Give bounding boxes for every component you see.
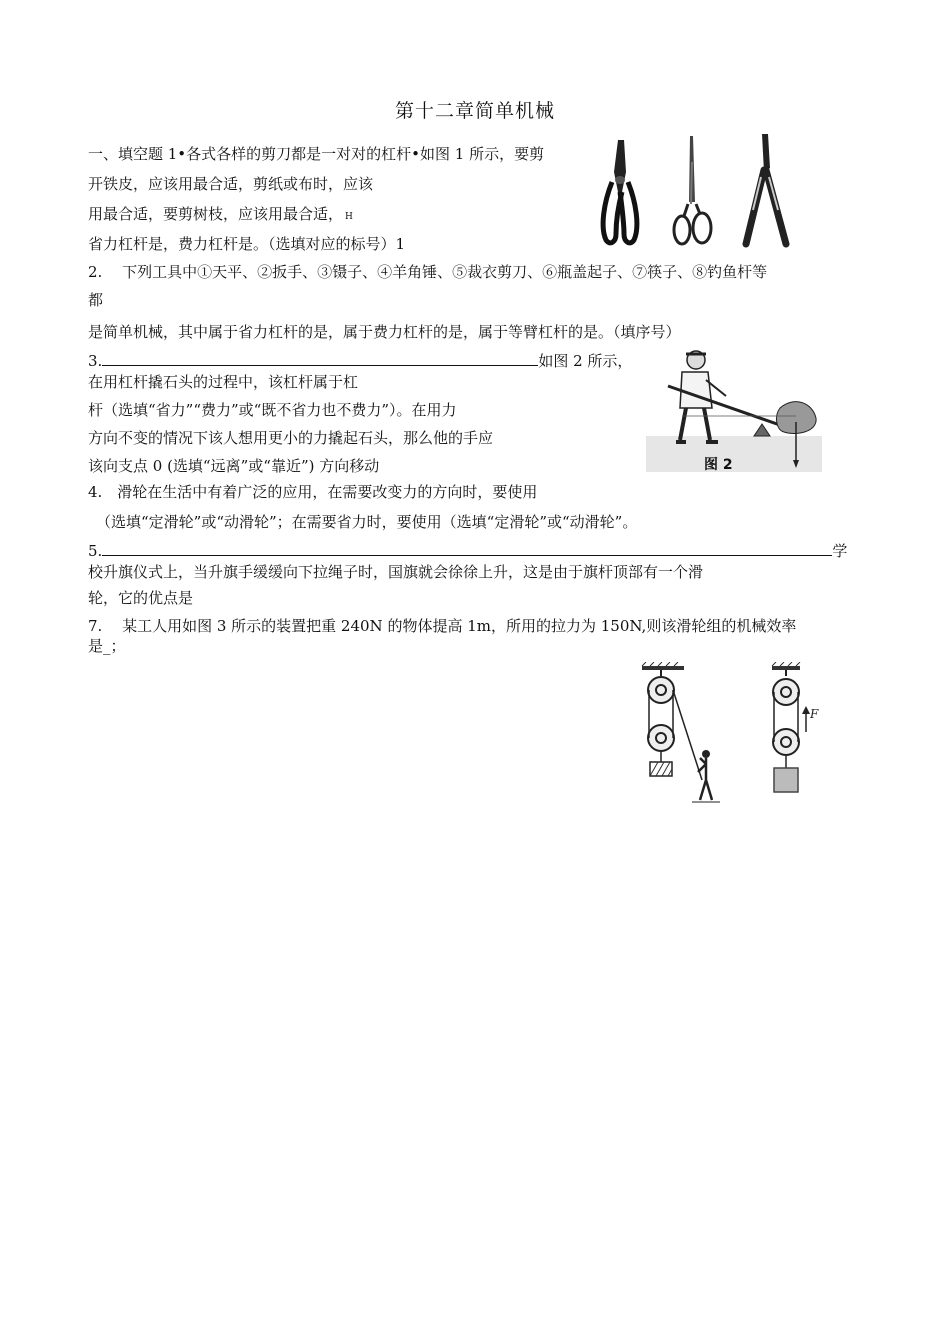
q3-line-5: 该向支点 0 (选填“远离”或“靠近”) 方向移动	[88, 457, 380, 475]
q5-blank	[102, 540, 832, 556]
q3-line-1	[88, 350, 632, 371]
figure-2-lever	[646, 346, 822, 472]
q5-line-1	[88, 540, 847, 561]
q3-suffix: 如图 2 所示，	[538, 352, 633, 370]
figure-3-pulleys	[636, 662, 826, 808]
q3-blank	[102, 350, 538, 366]
q1-line-3-tail: H	[345, 212, 353, 222]
worker-pulling-rope-icon	[692, 750, 720, 802]
figure-1-scissors	[596, 132, 796, 252]
q1-line-3	[88, 204, 353, 227]
q1-line-4: 省力杠杆是，费力杠杆是。（选填对应的标号）1	[88, 235, 406, 253]
q3-line-2: 在用杠杆撬石头的过程中，该杠杆属于杠	[88, 373, 359, 391]
q7-line-2: 是_；	[88, 637, 126, 655]
q1-line-3-text: 用最合适，要剪树枝，应该用最合适，	[88, 205, 344, 223]
tin-snips-icon	[603, 140, 637, 243]
force-label: F	[810, 707, 819, 721]
figure-2-caption: 图 2	[704, 457, 733, 473]
q3-line-3: 杆（选填“省力”“费力”或“既不省力也不费力”）。在用力	[88, 401, 457, 419]
q5-prefix: 5.	[88, 542, 103, 560]
q4-line-2: （选填“定滑轮”或“动滑轮”；在需要省力时，要使用（选填“定滑轮”或“动滑轮”。	[96, 513, 638, 531]
branch-loppers-icon	[746, 134, 786, 244]
q7-line-1: 7. 某工人用如图 3 所示的装置把重 240N 的物体提高 1m，所用的拉力为 150N,则该滑轮组的机械效率	[88, 617, 797, 635]
q2-line-2: 都	[88, 291, 104, 309]
q4-line-1: 4. 滑轮在生活中有着广泛的应用，在需要改变力的方向时，要使用	[88, 483, 538, 501]
q2-line-3: 是简单机械，其中属于省力杠杆的是，属于费力杠杆的是，属于等臂杠杆的是。（填序号）	[88, 323, 681, 341]
q1-line-2: 开铁皮，应该用最合适，剪纸或布时，应该	[88, 175, 374, 193]
q5-line-2: 校升旗仪式上，当升旗手缓缓向下拉绳子时，国旗就会徐徐上升，这是由于旗杆顶部有一个滑	[88, 563, 704, 581]
pulley-system-left-icon	[642, 662, 702, 780]
pulley-system-right-icon	[772, 662, 819, 792]
q2-line-1: 2. 下列工具中①天平、②扳手、③镊子、④羊角锤、⑤裁衣剪刀、⑥瓶盖起子、⑦筷子、⑧钓鱼杆等	[88, 263, 768, 281]
q5-line-3: 轮，它的优点是	[88, 589, 194, 607]
q1-line-1: 一、填空题 1•各式各样的剪刀都是一对对的杠杆•如图 1 所示，要剪	[88, 145, 545, 163]
q3-prefix: 3.	[88, 352, 103, 370]
q3-line-4: 方向不变的情况下该人想用更小的力撬起石头，那么他的手应	[88, 429, 494, 447]
tailor-scissors-icon	[674, 136, 711, 244]
q5-suffix: 学	[832, 542, 848, 560]
page-title: 第十二章简单机械	[394, 100, 555, 122]
